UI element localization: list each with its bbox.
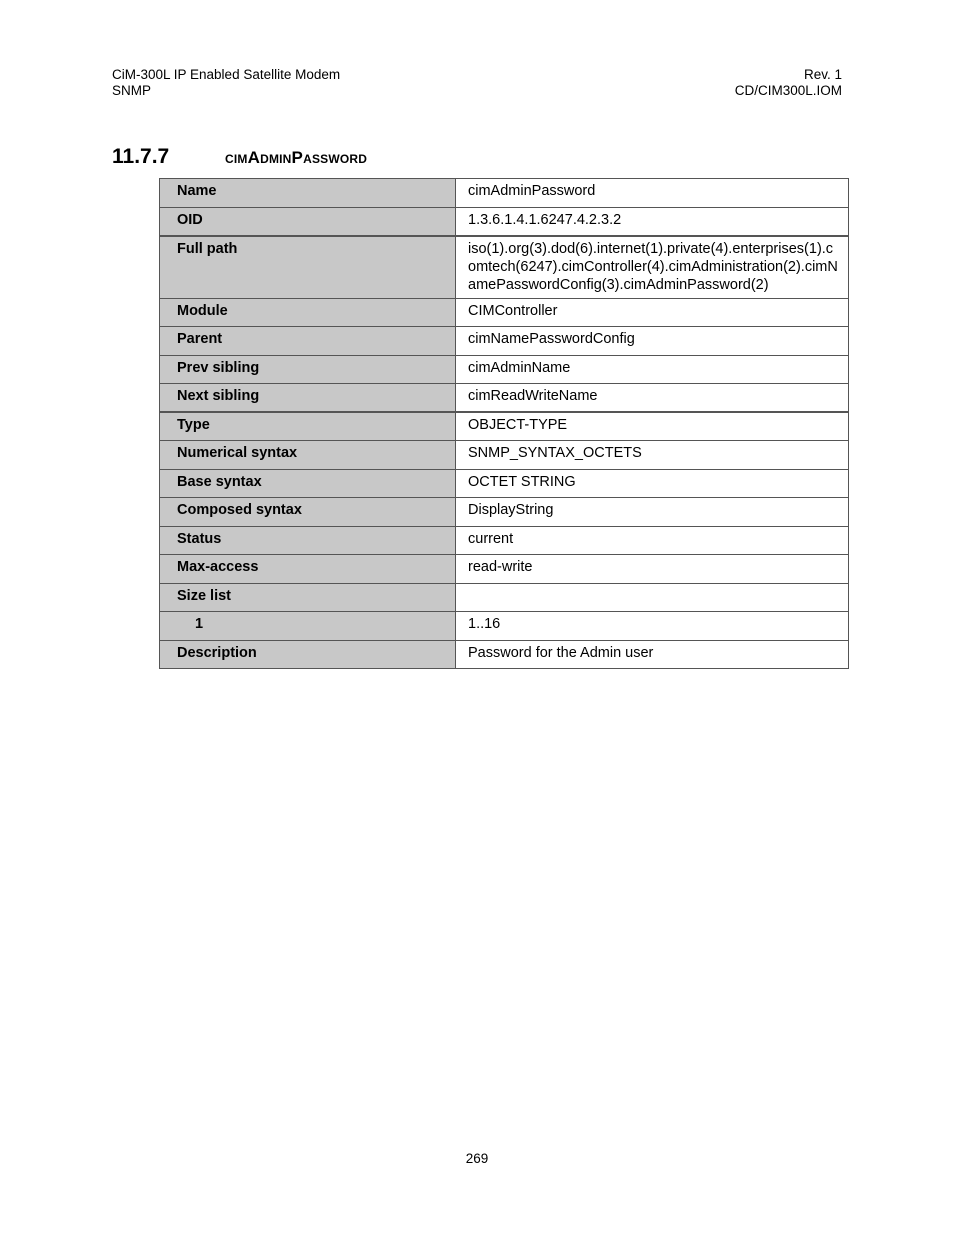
row-value-module: CIMController bbox=[456, 298, 849, 327]
page-header-right bbox=[735, 67, 842, 99]
row-value-oid: 1.3.6.1.4.1.6247.4.2.3.2 bbox=[456, 207, 849, 236]
table-row bbox=[160, 327, 849, 356]
row-value-size-item: 1..16 bbox=[456, 612, 849, 641]
page-header-left bbox=[112, 67, 340, 99]
row-value-full-path: iso(1).org(3).dod(6).internet(1).private(4).enterprises(1).comtech(6247).cimController(4).cimAdministration(2).cimNamePasswordConfig(3).cimAdminPassword(2) bbox=[456, 236, 849, 299]
table-row bbox=[160, 469, 849, 498]
row-label-prev-sibling: Prev sibling bbox=[160, 355, 456, 384]
table-row bbox=[160, 441, 849, 470]
document-code: CD/CIM300L.IOM bbox=[734, 83, 842, 98]
section-heading bbox=[112, 145, 367, 169]
row-label-base-syntax: Base syntax bbox=[160, 469, 456, 498]
row-value-size-list bbox=[456, 583, 849, 612]
row-value-composed-syntax: DisplayString bbox=[456, 498, 849, 527]
row-label-composed-syntax: Composed syntax bbox=[160, 498, 456, 527]
table-row bbox=[160, 298, 849, 327]
row-value-description: Password for the Admin user bbox=[456, 640, 849, 669]
table-row bbox=[160, 384, 849, 413]
row-value-base-syntax: OCTET STRING bbox=[456, 469, 849, 498]
row-value-parent: cimNamePasswordConfig bbox=[456, 327, 849, 356]
table-row bbox=[160, 583, 849, 612]
row-value-next-sibling: cimReadWriteName bbox=[456, 384, 849, 413]
chapter-name: SNMP bbox=[112, 83, 152, 98]
document-title: CiM-300L IP Enabled Satellite Modem bbox=[112, 67, 341, 82]
page-number: 269 bbox=[465, 1151, 489, 1166]
table-row bbox=[160, 355, 849, 384]
table-row bbox=[160, 526, 849, 555]
table-row bbox=[160, 179, 849, 208]
revision-label: Rev. 1 bbox=[803, 67, 842, 82]
row-label-description: Description bbox=[160, 640, 456, 669]
table-row bbox=[160, 555, 849, 584]
row-label-parent: Parent bbox=[160, 327, 456, 356]
row-value-prev-sibling: cimAdminName bbox=[456, 355, 849, 384]
row-label-size-list: Size list bbox=[160, 583, 456, 612]
section-number: 11.7.7 bbox=[112, 145, 170, 168]
table-row bbox=[160, 640, 849, 669]
row-label-oid: OID bbox=[160, 207, 456, 236]
row-value-name: cimAdminPassword bbox=[456, 179, 849, 208]
row-label-next-sibling: Next sibling bbox=[160, 384, 456, 413]
row-value-numerical-syntax: SNMP_SYNTAX_OCTETS bbox=[456, 441, 849, 470]
row-label-size-item: 1 bbox=[160, 612, 456, 641]
table-row bbox=[160, 207, 849, 236]
row-label-module: Module bbox=[160, 298, 456, 327]
table-row bbox=[160, 612, 849, 641]
row-label-numerical-syntax: Numerical syntax bbox=[160, 441, 456, 470]
section-name: cimAdminPassword bbox=[225, 148, 368, 167]
row-label-status: Status bbox=[160, 526, 456, 555]
row-value-status: current bbox=[456, 526, 849, 555]
row-label-type: Type bbox=[160, 412, 456, 441]
table-row bbox=[160, 236, 849, 299]
row-label-max-access: Max-access bbox=[160, 555, 456, 584]
mib-object-table bbox=[159, 178, 849, 669]
row-label-full-path: Full path bbox=[160, 236, 456, 299]
row-label-name: Name bbox=[160, 179, 456, 208]
table-row bbox=[160, 412, 849, 441]
row-value-type: OBJECT-TYPE bbox=[456, 412, 849, 441]
row-value-max-access: read-write bbox=[456, 555, 849, 584]
table-row bbox=[160, 498, 849, 527]
